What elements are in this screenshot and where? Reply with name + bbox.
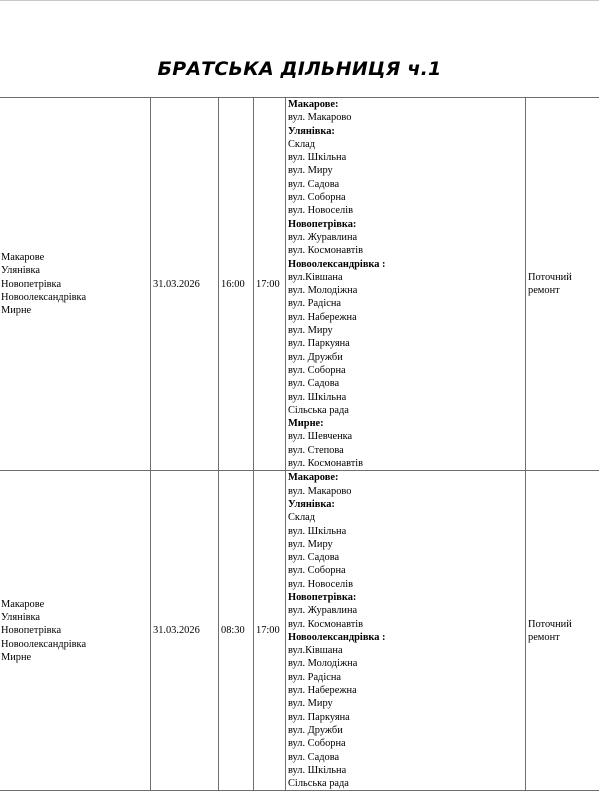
- street-item: вул. Садова: [288, 378, 340, 390]
- start-time-cell: 16:00: [219, 98, 254, 471]
- settlement-name: Новопетрівка: [1, 625, 62, 637]
- street-item: вул. Набережна: [288, 311, 357, 323]
- street-item: вул. Степова: [288, 444, 344, 456]
- settlement-name: Улянівка: [1, 265, 41, 277]
- settlement-name: Мирне: [1, 651, 32, 663]
- settlements-cell: [0, 471, 151, 791]
- street-item: вул. Соборна: [288, 738, 346, 750]
- street-item: вул. Шкільна: [288, 764, 347, 776]
- street-item: вул. Космонавтів: [288, 245, 364, 257]
- end-time-cell: 17:00: [254, 98, 286, 471]
- street-item: Склад: [288, 138, 316, 150]
- street-item: вул. Дружби: [288, 724, 343, 736]
- street-item: Сільська рада: [288, 404, 349, 416]
- street-item: вул. Космонавтів: [288, 458, 364, 470]
- street-item: Сільська рада: [288, 778, 349, 790]
- street-item: вул. Космонавтів: [288, 618, 364, 630]
- table-row: [0, 471, 599, 791]
- settlement-heading: Макарове:: [288, 472, 339, 484]
- work-type-text: Поточний: [528, 618, 572, 630]
- end-time-cell: 17:00: [254, 471, 286, 791]
- street-item: вул. Соборна: [288, 364, 346, 376]
- street-item: вул. Соборна: [288, 565, 346, 577]
- street-item: вул. Журавлина: [288, 231, 358, 243]
- settlement-heading: Новоолександрівка :: [288, 258, 386, 270]
- street-item: вул. Шкільна: [288, 391, 347, 403]
- work-type-text: ремонт: [528, 285, 560, 297]
- street-item: вул. Радісна: [288, 298, 342, 310]
- settlement-name: Улянівка: [1, 611, 41, 623]
- work-type-text: Поточний: [528, 271, 572, 283]
- street-item: вул. Соборна: [288, 192, 346, 204]
- settlement-heading: Новопетрівка:: [288, 591, 357, 603]
- street-item: вул. Миру: [288, 325, 333, 337]
- street-item: вул. Радісна: [288, 671, 342, 683]
- work-type-cell: [526, 98, 599, 471]
- street-item: вул. Садова: [288, 552, 340, 564]
- settlement-name: Новоолександрівка: [1, 291, 87, 303]
- street-item: вул.Ківшана: [288, 645, 343, 657]
- street-item: вул. Миру: [288, 538, 333, 550]
- street-item: вул. Садова: [288, 178, 340, 190]
- settlement-heading: Новоолександрівка :: [288, 631, 386, 643]
- street-item: вул. Новоселів: [288, 578, 353, 590]
- street-item: вул. Миру: [288, 165, 333, 177]
- date-cell: 31.03.2026: [151, 98, 219, 471]
- street-item: вул. Дружби: [288, 351, 343, 363]
- start-time-cell: 08:30: [219, 471, 254, 791]
- outage-schedule-table: [0, 97, 599, 791]
- street-item: вул. Молодіжна: [288, 285, 358, 297]
- street-item: вул. Молодіжна: [288, 658, 358, 670]
- addresses-cell: [286, 98, 526, 471]
- settlement-name: Мирне: [1, 305, 32, 317]
- street-item: вул. Шевченка: [288, 431, 353, 443]
- date-cell: 31.03.2026: [151, 471, 219, 791]
- street-item: вул. Паркуяна: [288, 711, 350, 723]
- table-row: [0, 98, 599, 471]
- street-item: вул. Паркуяна: [288, 338, 350, 350]
- street-item: вул. Шкільна: [288, 152, 347, 164]
- settlements-cell: [0, 98, 151, 471]
- settlement-heading: Мирне:: [288, 418, 324, 430]
- top-border-line: [0, 0, 599, 1]
- settlement-name: Макарове: [1, 251, 45, 263]
- street-item: вул. Макарово: [288, 112, 352, 124]
- settlement-heading: Макарове:: [288, 99, 339, 110]
- work-type-text: ремонт: [528, 631, 560, 643]
- street-item: вул. Журавлина: [288, 605, 358, 617]
- street-item: вул. Набережна: [288, 685, 357, 697]
- settlement-heading: Улянівка:: [288, 498, 335, 510]
- settlement-name: Макарове: [1, 598, 45, 610]
- street-item: вул. Новоселів: [288, 205, 353, 217]
- street-item: вул. Садова: [288, 751, 340, 763]
- addresses-cell: [286, 471, 526, 791]
- street-item: вул.Ківшана: [288, 271, 343, 283]
- settlement-heading: Новопетрівка:: [288, 218, 357, 230]
- settlement-name: Новопетрівка: [1, 278, 62, 290]
- street-item: вул. Шкільна: [288, 525, 347, 537]
- street-item: вул. Макарово: [288, 485, 352, 497]
- page-title: БРАТСЬКА ДІЛЬНИЦЯ ч.1: [157, 58, 442, 80]
- settlement-name: Новоолександрівка: [1, 638, 87, 650]
- work-type-cell: [526, 471, 599, 791]
- street-item: Склад: [288, 512, 316, 524]
- street-item: вул. Миру: [288, 698, 333, 710]
- settlement-heading: Улянівка:: [288, 125, 335, 137]
